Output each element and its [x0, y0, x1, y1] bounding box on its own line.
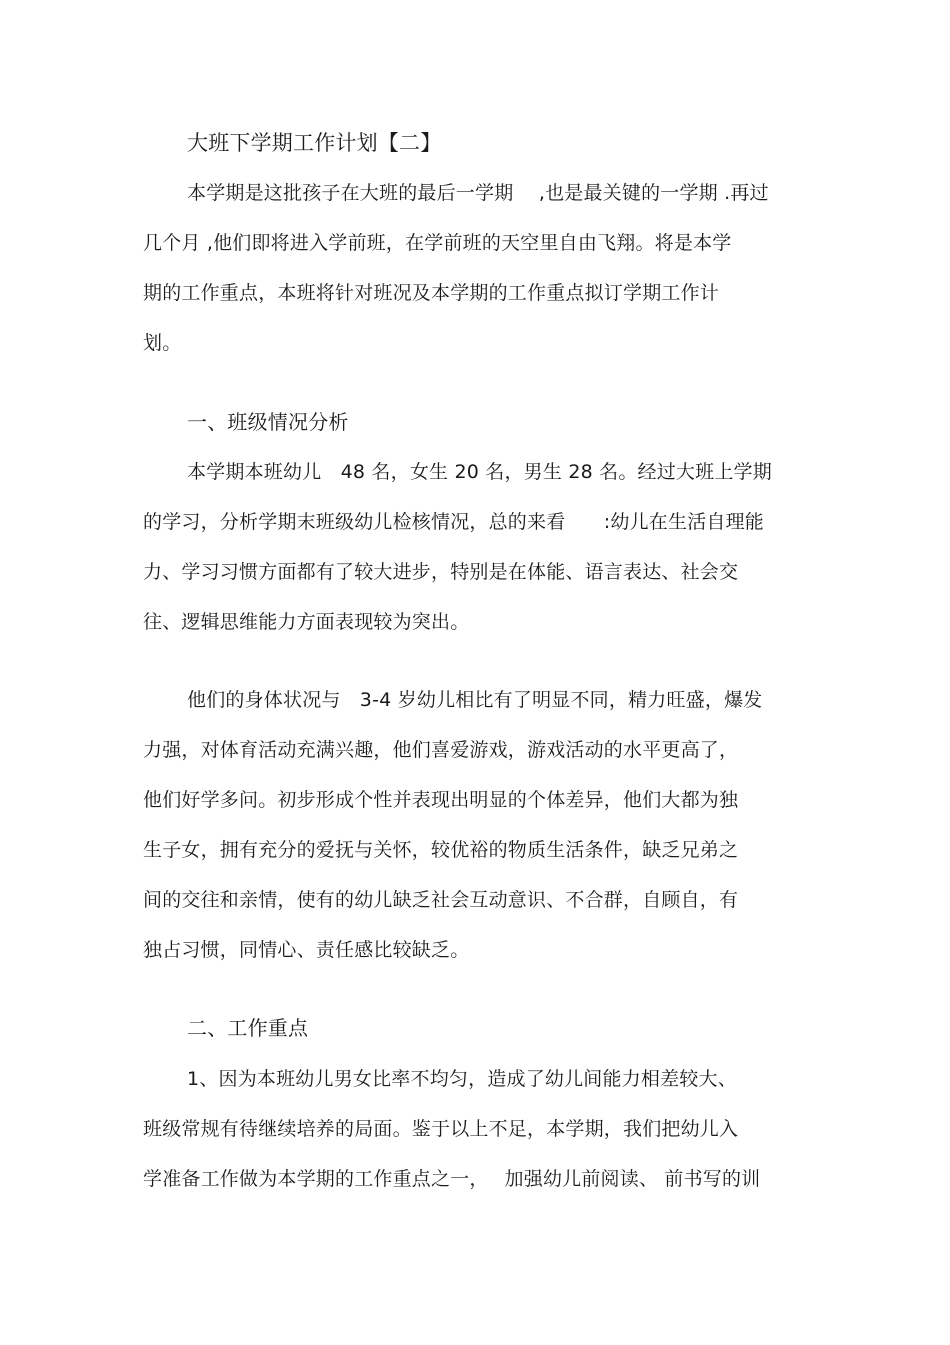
section2-heading: 二、工作重点	[187, 1016, 309, 1040]
intro-line-1: 本学期是这批孩子在大班的最后一学期 ,也是最关键的一学期 .再过	[187, 182, 769, 204]
section1-heading: 一、班级情况分析	[187, 410, 349, 434]
section1-p1-line-3: 力、学习习惯方面都有了较大进步，特别是在体能、语言表达、社会交	[143, 561, 739, 583]
section1-p2-line-2: 力强，对体育活动充满兴趣，他们喜爱游戏，游戏活动的水平更高了，	[143, 739, 739, 761]
intro-line-4: 划。	[143, 332, 182, 354]
intro-line-3: 期的工作重点，本班将针对班况及本学期的工作重点拟订学期工作计	[143, 282, 720, 304]
intro-line-2: 几个月 ,他们即将进入学前班，在学前班的天空里自由飞翔。将是本学	[143, 232, 732, 254]
section1-p2-line-1: 他们的身体状况与 3-4 岁幼儿相比有了明显不同，精力旺盛，爆发	[187, 689, 763, 711]
section1-p2-line-5: 间的交往和亲情，使有的幼儿缺乏社会互动意识、不合群，自顾自，有	[143, 889, 739, 911]
section1-p2-line-3: 他们好学多问。初步形成个性并表现出明显的个体差异，他们大都为独	[143, 789, 739, 811]
section1-p2-line-4: 生子女，拥有充分的爱抚与关怀，较优裕的物质生活条件，缺乏兄弟之	[143, 839, 739, 861]
section1-p2-line-6: 独占习惯，同情心、责任感比较缺乏。	[143, 939, 470, 961]
section2-item1-line-2: 班级常规有待继续培养的局面。鉴于以上不足，本学期，我们把幼儿入	[143, 1118, 739, 1140]
section1-p1-line-2: 的学习，分析学期末班级幼儿检核情况，总的来看 :幼儿在生活自理能	[143, 511, 765, 533]
section1-p1-line-1: 本学期本班幼儿 48 名，女生 20 名，男生 28 名。经过大班上学期	[187, 461, 772, 483]
section2-item1-line-3: 学准备工作做为本学期的工作重点之一， 加强幼儿前阅读、 前书写的训	[143, 1168, 761, 1190]
section1-p1-line-4: 往、逻辑思维能力方面表现较为突出。	[143, 611, 470, 633]
section2-item1-line-1: 1、因为本班幼儿男女比率不均匀，造成了幼儿间能力相差较大、	[187, 1068, 737, 1090]
document-title: 大班下学期工作计划【二】	[187, 131, 442, 155]
